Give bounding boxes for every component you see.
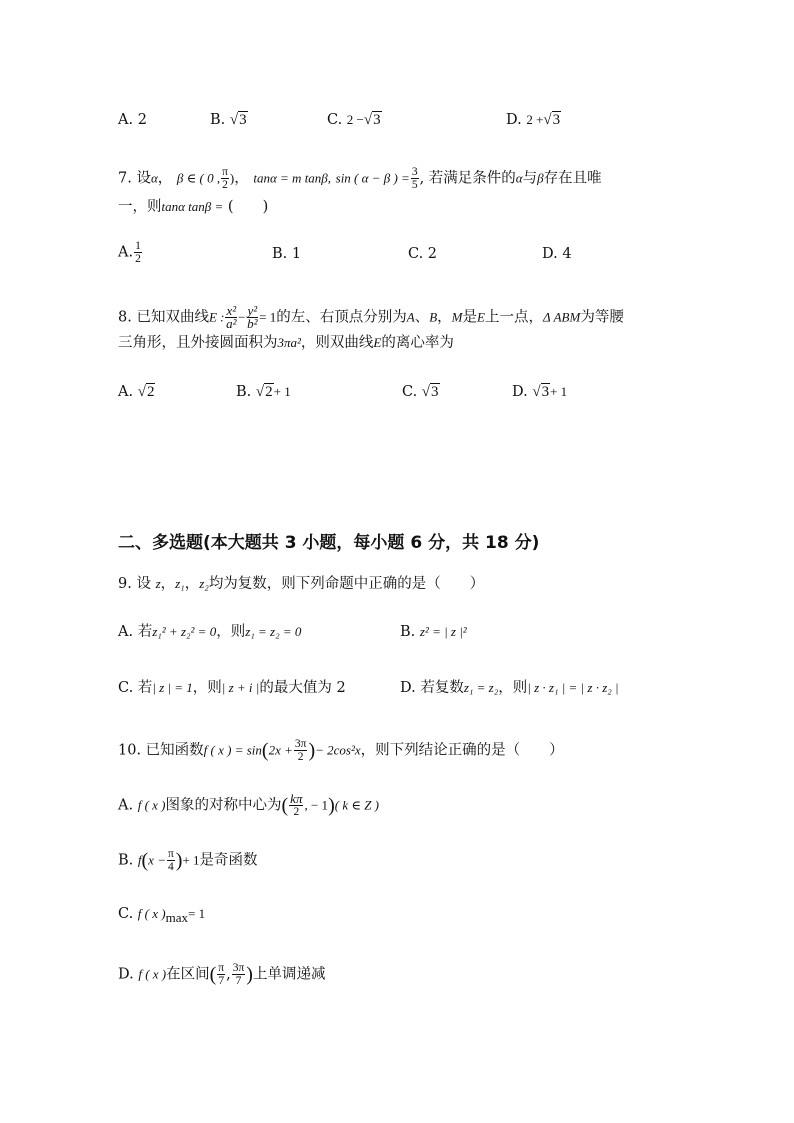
q6-option-b-label: B. [210, 112, 226, 128]
q8-option-d-post: + 1 [550, 384, 568, 399]
q8-option-b-post: + 1 [273, 384, 291, 399]
q7-sin-expression: sin ( α − β ) = [335, 170, 410, 186]
q8-line2-pre: 三角形，且外接圆面积为 [118, 335, 278, 351]
q8-y2: y² [247, 303, 258, 318]
q7-sin-num: 3 [411, 166, 418, 178]
q8-sep: 、 [414, 309, 430, 326]
q7-answer-paren: ( ) [227, 199, 269, 215]
q9-option-c-expr: | z | = 1 [152, 680, 193, 695]
q9-stem: 9. 设 z，z₁，z₂均为复数，则下列命题中正确的是（ ） [118, 576, 485, 592]
q7-beta2: β [537, 170, 544, 186]
q9-option-c-post: 的最大值为 2 [259, 680, 346, 696]
q7-frac-num: π [222, 166, 228, 178]
q6-option-b [210, 110, 248, 130]
q7-comma2: ， [234, 170, 249, 187]
q9-z2: z₂ [199, 576, 209, 591]
q7-option-b [272, 244, 301, 264]
q7-rest-text: , 若满足条件的 [419, 170, 516, 187]
q9-option-c-expr2: | z + i | [221, 680, 260, 695]
q10-option-d-num2: 3π [232, 962, 245, 974]
q10-option-a-tail: , − 1 [304, 797, 329, 813]
q8-option-d [512, 382, 567, 402]
q10-rparen: ) [308, 739, 316, 762]
q6-option-c-pre: 2 − [346, 112, 364, 127]
q7-tantan-expr: tanα tanβ = [161, 199, 224, 214]
q9-option-d [400, 678, 619, 698]
q6-option-c-label: C. [327, 112, 343, 128]
q10-option-b-lparen: ( [141, 849, 149, 872]
q8-curve-e2: E [373, 335, 382, 350]
q8-option-a-label: A. [118, 384, 134, 400]
q9-option-b-pre: B. [400, 624, 416, 640]
q10-option-b-f: f [137, 852, 142, 868]
q7-option-c [408, 244, 437, 264]
q10-lparen: ( [261, 739, 269, 762]
q8-on-text: 上一点， [484, 309, 543, 326]
q7-option-a-num: 1 [135, 240, 141, 252]
q6-option-c [327, 110, 382, 130]
q8-option-a [118, 382, 155, 402]
q8-option-b-label: B. [236, 384, 252, 400]
q8-iso-text: 为等腰 [580, 309, 624, 326]
q6-option-b-radicand: 3 [239, 112, 247, 128]
q8-point-a: A [406, 309, 415, 325]
q9-option-c-pre: C. 若 [118, 680, 153, 696]
q7-option-a [118, 240, 143, 265]
q6-option-c-radicand: 3 [373, 112, 381, 128]
q10-option-d-frac2 [232, 962, 246, 987]
q8-point-b: B [429, 309, 438, 325]
q8-y2-over-b2 [247, 305, 259, 330]
q8-comma: ， [437, 309, 452, 326]
q8-option-b-sqrt: √2 [255, 384, 273, 400]
q10-frac-den: 2 [297, 751, 304, 763]
q8-triangle: Δ ABM [542, 309, 581, 325]
q8-point-m: M [451, 309, 463, 325]
q10-frac-num: 3π [294, 738, 307, 750]
q7-alpha2: α [515, 170, 523, 186]
q7-stem-line1 [118, 166, 602, 191]
q9-stem-post: 均为复数，则下列命题中正确的是（ ） [208, 576, 485, 592]
q7-option-b-text: B. 1 [272, 246, 302, 262]
q9-option-d-result: | z · z₁ | = | z · z₂ | [527, 680, 619, 695]
q10-option-b-frac [167, 848, 175, 873]
q8-is: 是 [462, 309, 478, 326]
q7-option-a-label: A. [118, 244, 134, 261]
q8-option-d-radicand: 3 [541, 384, 550, 400]
q10-option-a-k: ( k ∈ Z ) [334, 797, 380, 813]
q8-option-c-label: C. [402, 384, 418, 400]
q10-stem-post: ，则下列结论正确的是（ ） [360, 742, 564, 759]
q10-fx: f ( x ) = sin [203, 742, 262, 758]
q10-option-d-den2: 7 [235, 975, 242, 987]
q10-stem-pre: 10. 已知函数 [118, 742, 204, 759]
q7-close-paren: ) [229, 170, 235, 186]
q10-option-d-rparen: ) [246, 963, 253, 986]
q9-option-d-mid: ，则 [498, 680, 528, 696]
q9-z: z [155, 576, 161, 591]
q7-alpha: α [150, 170, 158, 186]
q7-number: 7. 设 [118, 170, 151, 187]
q9-option-c-mid: ，则 [192, 680, 222, 696]
q7-option-d-text: D. 4 [542, 246, 572, 262]
q7-comma1: ， [157, 170, 173, 187]
q9-option-a-result: z₁ = z₂ = 0 [245, 624, 302, 639]
q7-line2-pre: 一，则 [118, 199, 162, 215]
q10-rest-expr: − 2cos²x [315, 742, 361, 758]
q9-stem-pre: 9. 设 [118, 576, 151, 592]
q10-option-b-den: 4 [168, 861, 174, 873]
q6-option-d-pre: 2 + [526, 112, 544, 127]
q8-option-b-radicand: 2 [265, 384, 273, 400]
q10-option-c-sub: max [165, 909, 188, 925]
q10-option-a-rparen: ) [328, 794, 335, 817]
q10-option-d-num1: π [218, 962, 225, 974]
q7-option-d [542, 244, 572, 264]
q8-x2: x² [226, 303, 237, 318]
q10-option-b-post: 是奇函数 [199, 852, 258, 869]
q8-option-d-label: D. [512, 384, 528, 400]
q8-option-a-sqrt: √2 [137, 384, 155, 400]
q10-option-a-lparen: ( [281, 794, 289, 817]
q8-area: 3πa² [277, 335, 301, 350]
q10-option-b [118, 848, 258, 873]
q8-minus: − [238, 309, 246, 325]
q10-option-a [118, 793, 379, 818]
q10-option-d: D. f ( x )在区间( $\frac{\pi}{7}$ , $\frac{3\pi}{7}$ )上单调递减 [118, 962, 326, 987]
q7-tan-equation: tanα = m tanβ, [253, 170, 332, 186]
q9-option-d-pre: D. 若复数 [400, 680, 464, 696]
q8-option-b [236, 382, 291, 402]
q8-e-label: E : [208, 309, 225, 325]
q8-option-c-sqrt: √3 [421, 384, 439, 400]
q10-option-a-fx: f ( x ) [137, 797, 166, 813]
q10-option-b-rparen: ) [175, 849, 183, 872]
section-heading: 二、多选题(本大题共 3 小题，每小题 6 分，共 18 分) [118, 533, 540, 553]
q9-option-c [118, 678, 346, 698]
q9-option-d-expr: z₁ = z₂ [463, 680, 499, 695]
q8-number: 8. 已知双曲线 [118, 309, 209, 326]
q7-option-a-fraction [134, 240, 142, 265]
q10-option-c-expr: f ( x ) [137, 906, 166, 921]
q8-rest-text: 的左、右顶点分别为 [276, 309, 407, 326]
q10-option-d-fx: f ( x ) [138, 966, 167, 982]
q7-option-c-text: C. 2 [408, 246, 438, 262]
q6-option-a-text: A. 2 [118, 112, 147, 128]
q10-stem [118, 738, 564, 763]
q10-3pi-over-2 [294, 738, 308, 763]
q8-option-a-radicand: 2 [146, 384, 155, 400]
q10-option-a-frac [289, 793, 303, 818]
q10-option-a-num: kπ [290, 791, 303, 806]
q10-option-d-lparen: ( [209, 963, 217, 986]
q8-a2: a² [226, 316, 237, 331]
q7-pi-over-2 [221, 166, 229, 191]
q10-option-c-eq: = 1 [187, 906, 206, 921]
q10-option-b-plus: + 1 [182, 852, 200, 868]
q10-option-c-pre: C. [118, 906, 134, 922]
q10-option-d-post: 上单调递减 [252, 966, 326, 983]
q9-option-b-expr: z² = | z |² [419, 624, 467, 639]
q7-and: 与 [522, 170, 538, 187]
q9-option-a [118, 622, 301, 642]
q6-option-b-sqrt: √3 [229, 112, 247, 128]
q8-curve-e: E [477, 309, 485, 325]
q9-z1: z₁ [175, 576, 185, 591]
q10-option-a-den: 2 [293, 806, 300, 818]
q8-line2-end: 的离心率为 [381, 335, 454, 351]
q10-option-d-mid: 在区间 [166, 966, 210, 983]
q8-option-c-radicand: 3 [431, 384, 439, 400]
q6-option-c-sqrt: √3 [363, 112, 381, 128]
q8-eq1: = 1 [259, 309, 277, 325]
q6-option-a [118, 110, 147, 130]
q8-stem-line2 [118, 333, 454, 353]
q10-option-d-pre: D. [118, 966, 134, 983]
q10-option-b-pre: B. [118, 852, 134, 869]
q6-option-d-sqrt: √3 [543, 112, 561, 128]
q10-option-d-frac1 [217, 962, 225, 987]
q6-option-d [506, 110, 561, 130]
q10-option-d-den1: 7 [218, 975, 225, 987]
q8-x2-over-a2 [225, 305, 237, 330]
q7-option-a-den: 2 [135, 253, 141, 265]
q7-exist-text: 存在且唯 [543, 170, 602, 187]
q10-option-a-pre: A. [118, 797, 134, 814]
q10-inner: 2x + [268, 742, 293, 758]
q8-line2-mid: ，则双曲线 [300, 335, 374, 351]
q10-option-b-inner: x − [148, 852, 166, 868]
q8-b2: b² [247, 316, 258, 331]
q8-option-c [402, 382, 440, 402]
q9-option-b [400, 622, 467, 642]
q8-option-d-sqrt: √3 [532, 384, 550, 400]
q7-sin-den: 5 [411, 179, 418, 191]
q7-three-fifths [411, 166, 419, 191]
q6-option-d-label: D. [506, 112, 522, 128]
q9-option-a-mid: ，则 [216, 624, 246, 640]
q9-option-a-pre: A. 若 [118, 624, 153, 640]
q10-option-a-mid: 图象的对称中心为 [165, 797, 282, 814]
q7-stem-line2 [118, 197, 268, 217]
q9-option-a-expr: z₁² + z₂² = 0 [152, 624, 217, 639]
q10-option-b-num: π [167, 848, 174, 860]
q7-frac-den: 2 [222, 179, 228, 191]
q6-option-d-radicand: 3 [552, 112, 561, 128]
q7-beta-domain: β ∈ ( 0 , [176, 170, 221, 186]
q8-stem-line1 [118, 305, 624, 330]
q10-option-c [118, 904, 205, 928]
